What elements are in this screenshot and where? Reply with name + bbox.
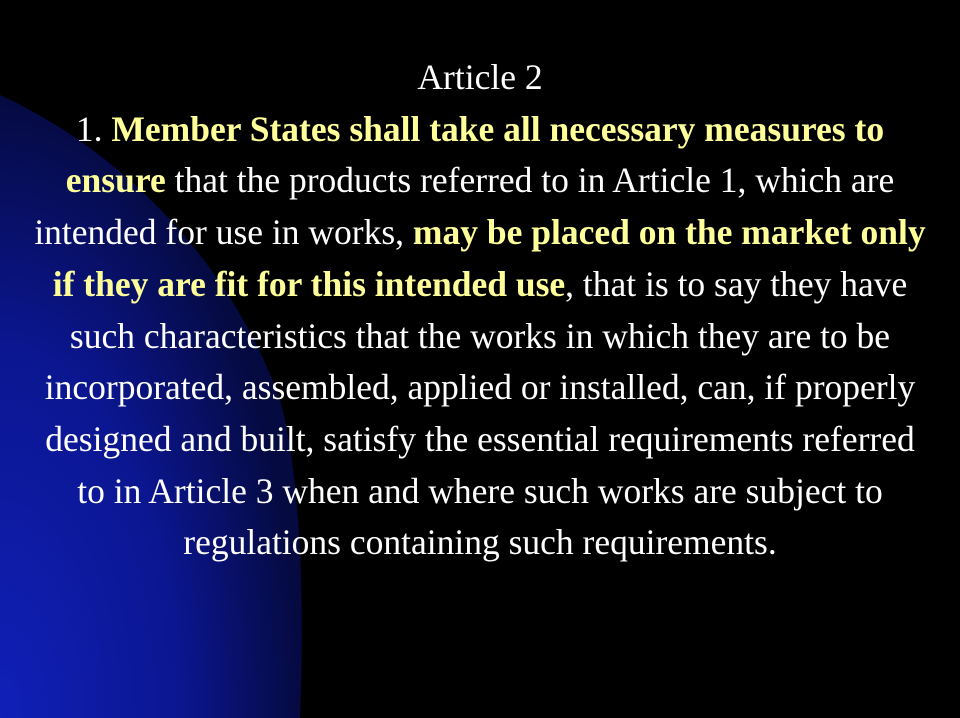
paragraph-text-2: , that is to say they have such characteristics that the works in which they are to be incorporated, assembled, applied or installed, can, if properly designed and built, satisfy the essential requirements referred to in Article 3 when and where such works are subject to regulations containing such requirements. [44, 263, 916, 563]
highlight-market-condition: may be placed on the market only if they are fit for this intended use [52, 212, 926, 304]
article-paragraph [28, 104, 932, 569]
paragraph-number: 1. [75, 108, 112, 149]
highlight-obligation: Member States shall take all necessary measures to ensure [65, 108, 885, 201]
slide-title: Article 2 [417, 57, 543, 97]
paragraph-text-1: that the products referred to in Article 1, which are intended for use in works, [34, 160, 895, 253]
slide-content [28, 52, 932, 569]
